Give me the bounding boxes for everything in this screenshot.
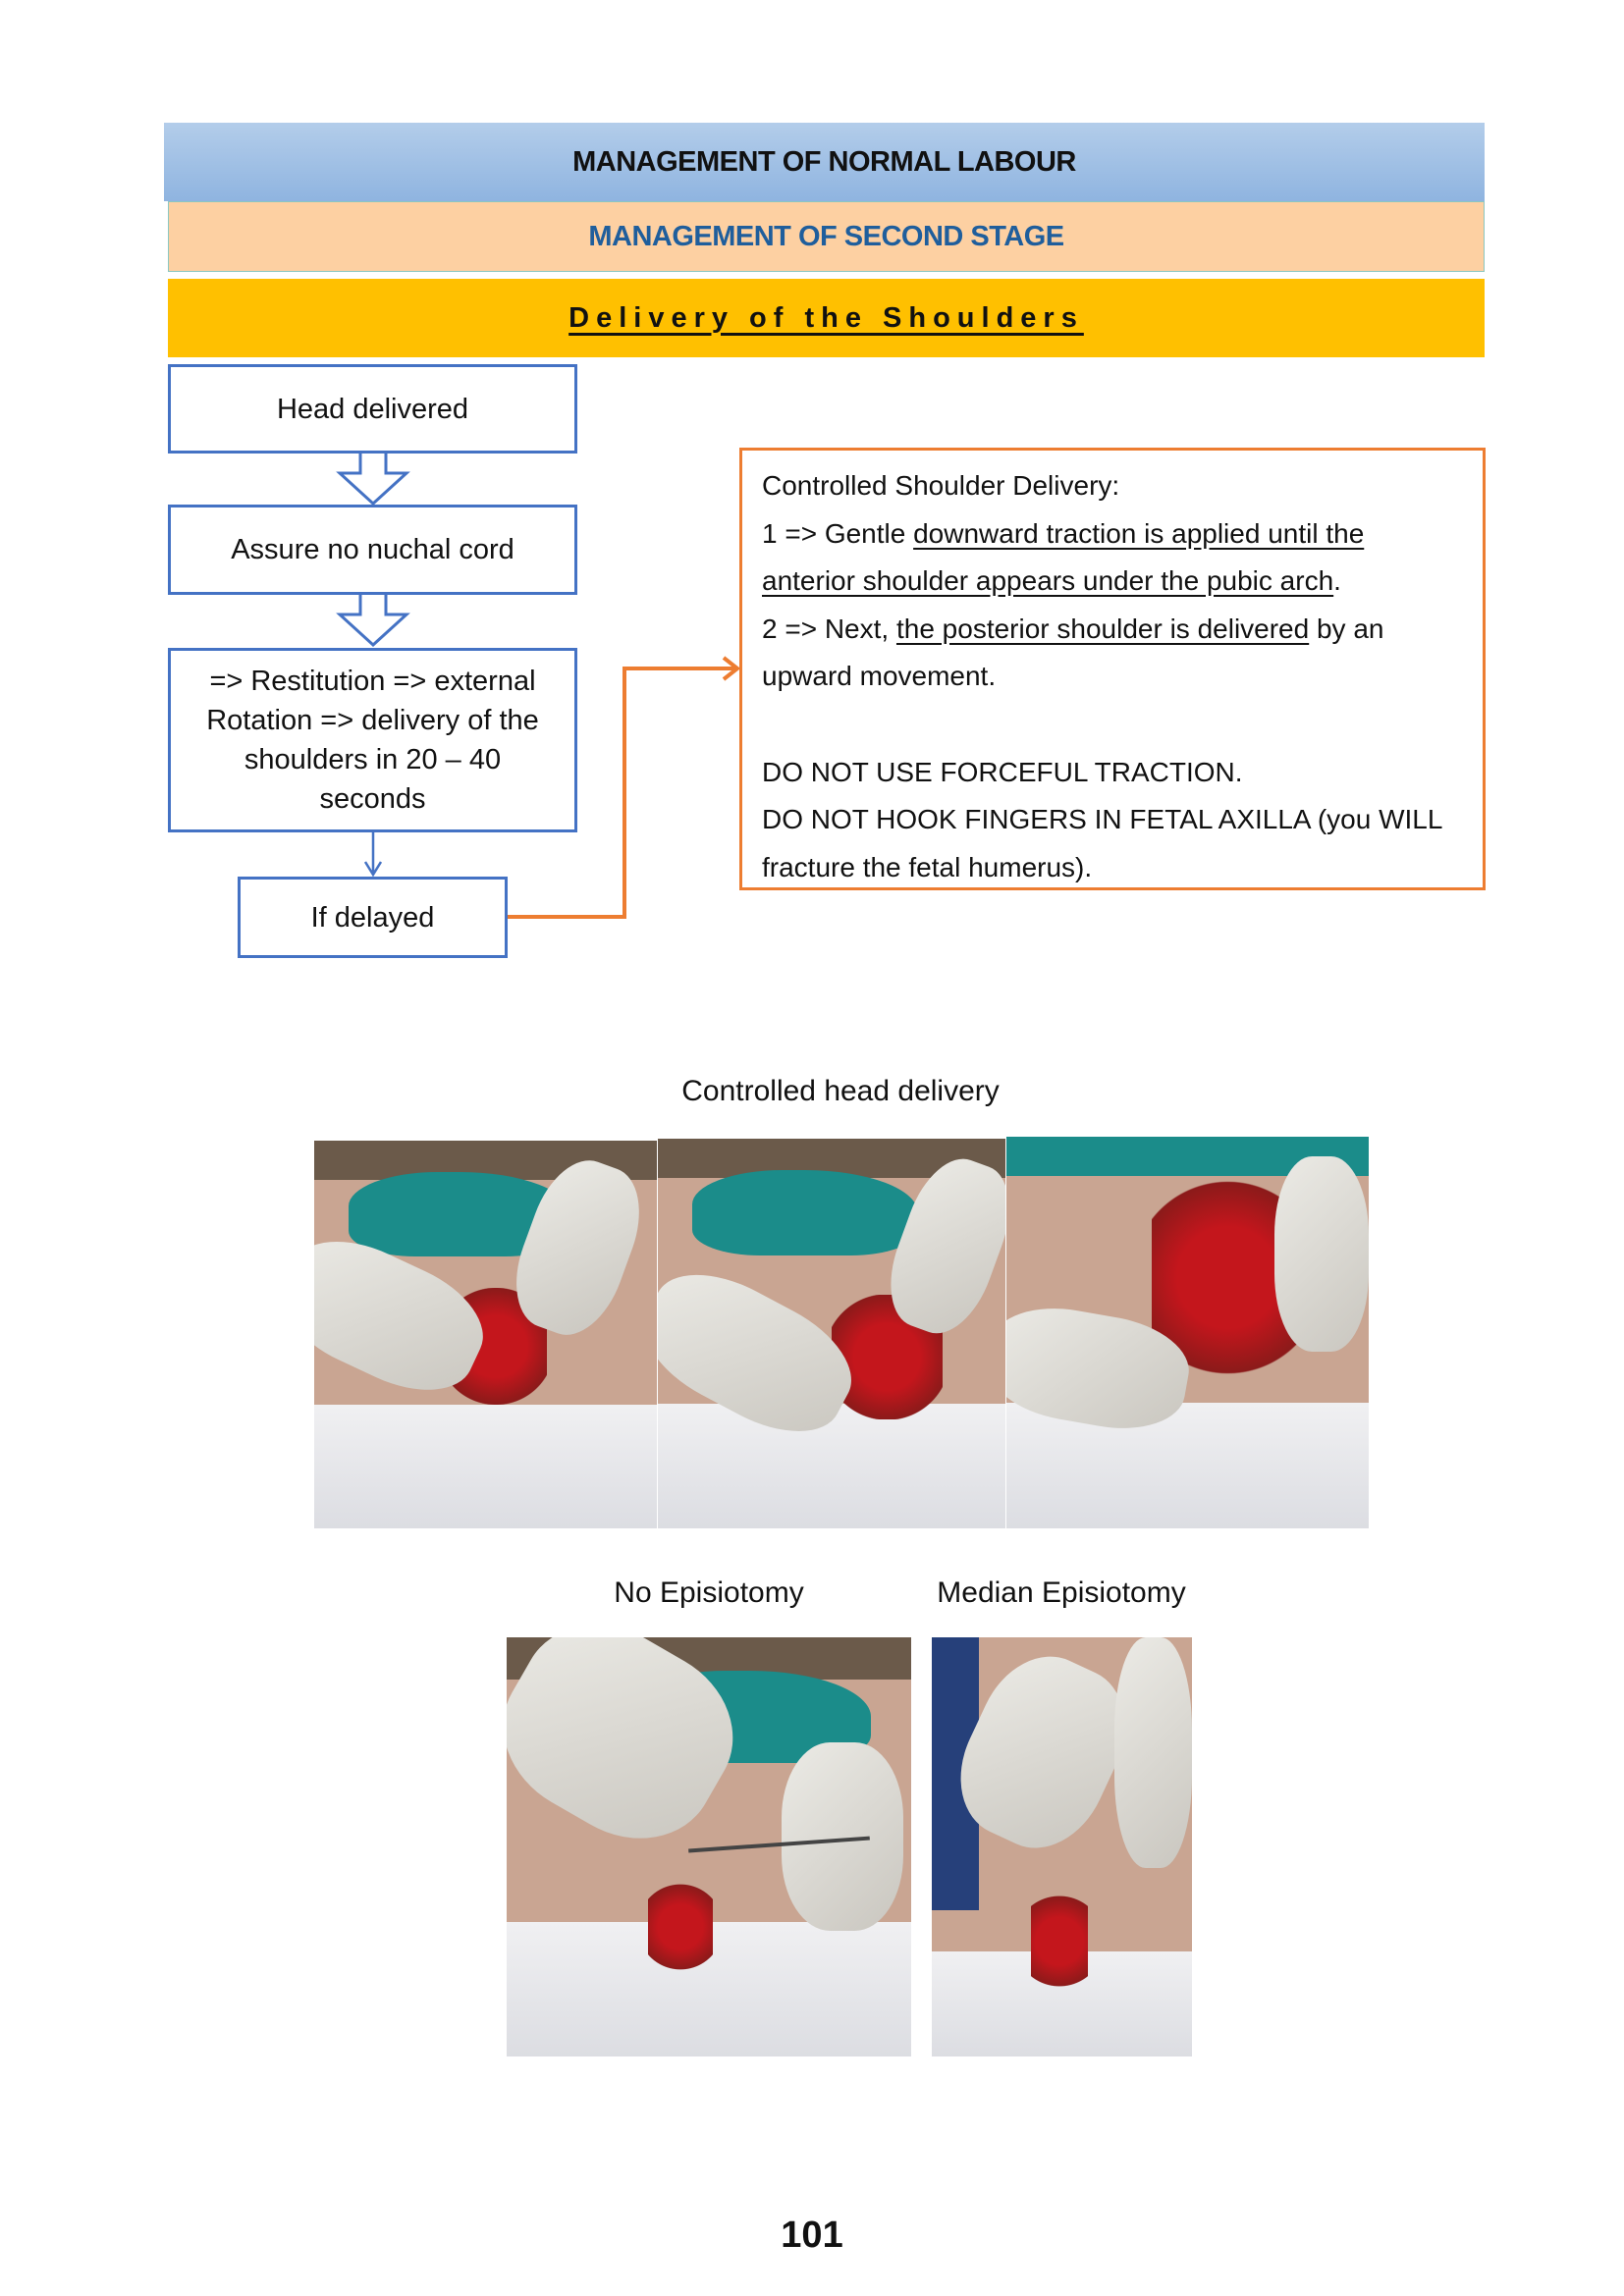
flow-step-restitution: => Restitution => external Rotation => delivery of the shoulders in 20 – 40 seconds <box>168 648 577 832</box>
flow-step-head-delivered: Head delivered <box>168 364 577 454</box>
note-text: 1 => Gentle <box>762 517 914 549</box>
no-episiotomy-caption: No Episiotomy <box>614 1576 804 1609</box>
section-title: Delivery of the Shoulders <box>568 301 1084 334</box>
head-delivery-photo-1 <box>314 1141 657 1528</box>
flow-step-nuchal-cord: Assure no nuchal cord <box>168 505 577 595</box>
median-episiotomy-photo <box>932 1637 1192 2056</box>
note-text: by an <box>1309 613 1384 644</box>
no-episiotomy-photo <box>507 1637 911 2056</box>
note-emphasis: the posterior shoulder is delivered <box>895 613 1310 644</box>
subtitle-band <box>168 201 1485 272</box>
note-step-1 <box>762 510 1463 559</box>
note-emphasis: downward traction is applied until the <box>913 517 1365 549</box>
section-band <box>168 279 1485 357</box>
median-episiotomy-caption: Median Episiotomy <box>937 1576 1186 1609</box>
note-warning-2: DO NOT HOOK FINGERS IN FETAL AXILLA (you WILL <box>762 804 1443 835</box>
note-step-1-cont <box>762 558 1463 606</box>
block-arrow-down-icon <box>324 593 422 648</box>
head-delivery-caption: Controlled head delivery <box>681 1075 1000 1107</box>
block-arrow-down-icon <box>324 452 422 507</box>
note-step-2 <box>762 606 1463 654</box>
note-title: Controlled Shoulder Delivery: <box>762 470 1120 501</box>
page-number: 101 <box>781 2215 843 2256</box>
page-title: MANAGEMENT OF NORMAL LABOUR <box>572 145 1076 178</box>
note-text: . <box>1333 565 1341 597</box>
note-emphasis: anterior shoulder appears under the pubic arch <box>762 565 1334 597</box>
thin-arrow-down-icon <box>357 832 389 878</box>
head-delivery-photo-3 <box>1006 1137 1369 1528</box>
shoulder-delivery-note <box>739 448 1486 890</box>
flow-step-if-delayed: If delayed <box>238 877 508 958</box>
note-step-2-cont: upward movement. <box>762 661 997 692</box>
elbow-connector-arrow-icon <box>506 653 746 928</box>
page-subtitle: MANAGEMENT OF SECOND STAGE <box>588 220 1064 252</box>
note-text: 2 => Next, <box>762 613 896 644</box>
head-delivery-photo-2 <box>658 1139 1005 1528</box>
note-warning-1: DO NOT USE FORCEFUL TRACTION. <box>762 756 1243 787</box>
note-warning-2-cont: fracture the fetal humerus). <box>762 851 1093 882</box>
page-title-band <box>164 123 1485 201</box>
